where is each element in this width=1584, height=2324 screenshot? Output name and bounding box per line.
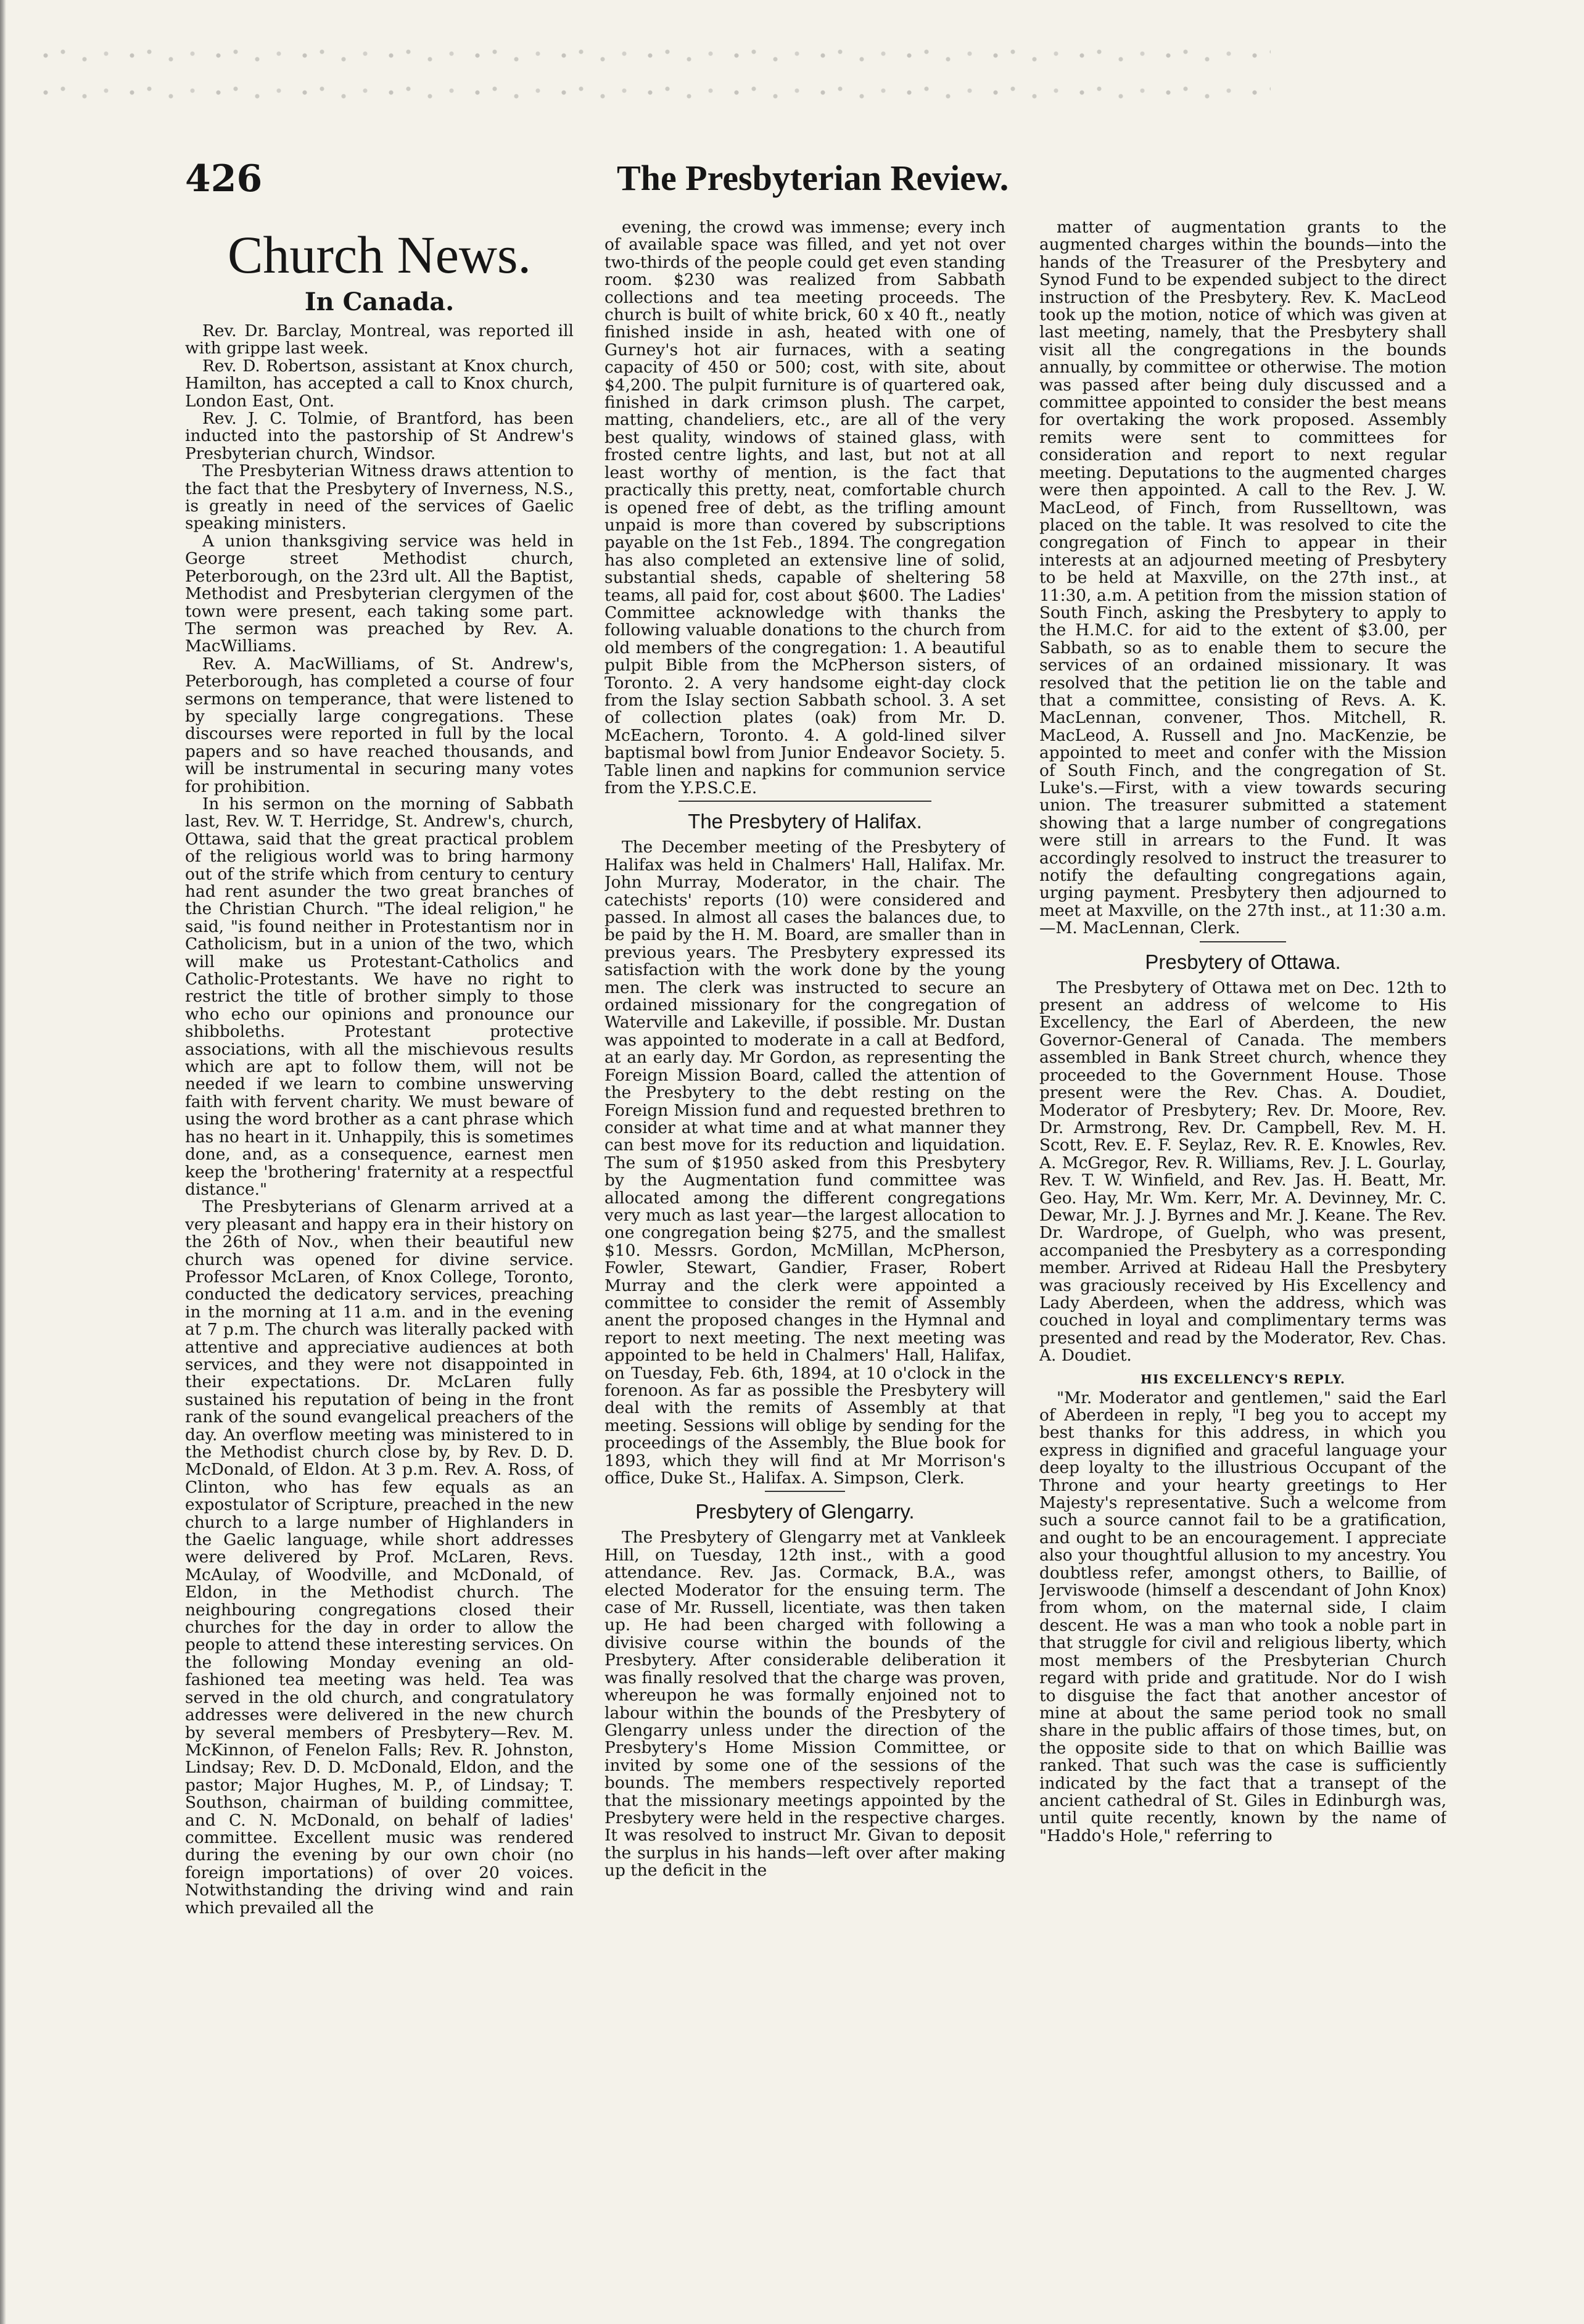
ottawa-paragraphs xyxy=(1039,979,1446,1365)
halifax-paragraphs xyxy=(604,839,1005,1487)
section-divider xyxy=(1200,941,1286,942)
article-paragraph: evening, the crowd was immense; every inch of available space was filled, and yet not over two-thirds of the people could get even standing room. $230 was realized from Sabbath collections and tea meeting proceeds. The church is built of white brick, 60 x 40 ft., neatly finished inside in ash, heated with one of Gurney's hot air furnaces, with a seating capacity of 450 or 500; cost, with site, about $4,200. The pulpit furniture is of quartered oak, finished in dark crimson plush. The carpet, matting, chandeliers, etc., are all of the very best quality, windows of stained glass, with frosted centre lights, and last, but not at all least worthy of mention, is the fact that practically this pretty, neat, comfortable church is opened free of debt, as the trifling amount unpaid is more than covered by subscriptions payable on the 1st Feb., 1894. The congregation has also completed an extensive line of solid, substantial sheds, capable of sheltering 58 teams, all paid for, cost about $600. The Ladies' Committee acknowledge with thanks the following valuable donations to the church from old members of the congregation: 1. A beautiful pulpit Bible from the McPherson sisters, of Toronto. 2. A very handsome eight-day clock from the Islay section Sabbath school. 3. A set of collection plates (oak) from Mr. D. McEachern, Toronto. 4. A gold-lined silver baptismal bowl from Junior Endeavor Society. 5. Table linen and napkins for communion service from the Y.P.S.C.E. xyxy=(604,219,1005,797)
section-subtitle: In Canada. xyxy=(304,287,455,316)
article-paragraph: The Presbytery of Glengarry met at Vankleek Hill, on Tuesday, 12th inst., with a good attendance. Rev. Jas. Cormack, B.A., was elected Moderator for the ensuing term. The case of Mr. Russell, licentiate, was then taken up. He had been charged with following a divisive course within the bounds of the Presbytery. After considerable deliberation it was finally resolved that the charge was proven, whereupon he was formally enjoined not to labour within the bounds of the Presbytery of Glengarry unless under the direction of the Presbytery's Home Mission Committee, or invited by some one of the sessions of the bounds. The members respectively reported that the missionary meetings appointed by the Presbytery were held in the respective charges. It was resolved to instruct Mr. Givan to deposit the surplus in his hands—left over after making up the deficit in the xyxy=(604,1528,1005,1881)
column-2 xyxy=(604,219,1005,2291)
column-1-paragraphs xyxy=(185,323,574,1917)
article-paragraph: The Presbyterians of Glenarm arrived at a very pleasant and happy era in their history on the 26th of Nov., when their beautiful new church was opened for divine service. Professor McLaren, of Knox College, Toronto, conducted the dedicatory services, preaching in the morning at 11 a.m. and in the evening at 7 p.m. The church was literally packed with attentive and appreciative audiences at both services, and they were not disappointed in their expectations. Dr. McLaren fully sustained his reputation of being in the front rank of the sound evangelical preachers of the day. An overflow meeting was ministered to in the Methodist church close by, by Rev. D. D. McDonald, of Eldon. At 3 p.m. Rev. A. Ross, of Clinton, who has few equals as an expostulator of Scripture, preached in the new church to a large number of Highlanders in the Gaelic language, while short addresses were delivered by Prof. McLaren, Revs. McAulay, of Woodville, and McDonald, of Eldon, in the Methodist church. The neighbouring congregations closed their churches for the day in order to allow the people to attend these interesting services. On the following Monday evening an old-fashioned tea meeting was held. Tea was served in the old church, and congratulatory addresses were delivered in the new church by several members of Presbytery—Rev. M. McKinnon, of Fenelon Falls; Rev. R. Johnston, Lindsay; Rev. D. D. McDonald, Eldon, and the pastor; Major Hughes, M. P., of Lindsay; T. Southson, chairman of building committee, and C. N. McDonald, on behalf of ladies' committee. Excellent music was rendered during the evening by our own choir (no foreign importations) of over 20 voices. Notwithstanding the driving wind and rain which prevailed all the xyxy=(185,1197,574,1918)
section-divider xyxy=(679,801,931,802)
page-header xyxy=(185,157,1450,213)
scan-noise-band xyxy=(37,37,1271,105)
column-2-continuation xyxy=(604,219,1005,797)
page-title: Church News. xyxy=(227,225,532,284)
glengarry-heading: Presbytery of Glengarry. xyxy=(695,1500,915,1523)
article-paragraph: Rev. J. C. Tolmie, of Brantford, has been inducted into the pastorship of St Andrew's Presbyterian church, Windsor. xyxy=(185,409,574,463)
journal-title: The Presbyterian Review. xyxy=(617,158,1009,198)
column-3 xyxy=(1039,219,1446,2291)
article-paragraph: The December meeting of the Presbytery of Halifax was held in Chalmers' Hall, Halifax. Mr. John Murray, Moderator, in the chair. The catechists' reports (10) were considered and passed. In almost all cases the balances due, to be paid by the H. M. Board, are smaller than in previous years. The Presbytery expressed its satisfaction with the work done by the young men. The clerk was instructed to secure an ordained missionary for the congregation of Waterville and Lakeville, if possible. Mr. Dustan was appointed to moderate in a call at Bedford, at an early day. Mr Gordon, as representing the Foreign Mission Board, called the attention of the Presbytery to the debt resting on the Foreign Mission fund and requested brethren to consider at what time and at what manner they can best move for its reduction and liquidation. The sum of $1950 asked from this Presbytery by the Augmentation fund committee was allocated among the different congregations very much as last year—the largest allocation to one congregation being $275, and the smallest $10. Messrs. Gordon, McMillan, McPherson, Fowler, Stewart, Gandier, Fraser, Robert Murray and the clerk were appointed a committee to consider the remit of Assembly anent the proposed changes in the Hymnal and report to next meeting. The next meeting was appointed to be held in Chalmers' Hall, Halifax, on Tuesday, Feb. 6th, 1894, at 10 o'clock in the forenoon. As far as possible the Presbytery will deal with the remits of Assembly at that meeting. Sessions will oblige by sending for the proceedings of the Assembly, the Blue book for 1893, which they will find at Mr Morrison's office, Duke St., Halifax. A. Simpson, Clerk. xyxy=(604,838,1005,1488)
article-paragraph: "Mr. Moderator and gentlemen," said the Earl of Aberdeen in reply, "I beg you to accept my best thanks for this address, in which you express in dignified and graceful language your deep loyalty to the illustrious Occupant of the Throne and your hearty greetings to Her Majesty's representative. Such a welcome from such a source cannot fail to be a gratification, and ought to be an encouragement. I appreciate also your thoughtful allusion to my ancestry. You doubtless refer, amongst others, to Baillie, of Jerviswoode (himself a descendant of John Knox) from whom, on the maternal side, I claim descent. He was a man who took a noble part in that struggle for civil and religious liberty, which most members of the Presbyterian Church regard with pride and gratitude. Nor do I wish to disguise the fact that another ancestor of mine at about the same period took no small share in the public affairs of those times, but, on the opposite side to that on which Baillie was ranked. That such was the case is sufficiently indicated by the fact that a transept of the ancient cathedral of St. Giles in Edinburgh was, until quite recently, known by the name of "Haddo's Hole," referring to xyxy=(1039,1388,1446,1845)
column-1 xyxy=(185,219,574,2291)
article-paragraph: Rev. A. MacWilliams, of St. Andrew's, Peterborough, has completed a course of four sermons on temperance, that were listened to by specially large congregations. These discourses were reported in full by the local papers and so have reached thousands, and will be instrumental in securing many votes for prohibition. xyxy=(185,654,574,796)
article-paragraph: The Presbyterian Witness draws attention to the fact that the Presbytery of Inverness, N.S., is greatly in need of the services of Gaelic speaking ministers. xyxy=(185,461,574,534)
article-paragraph: A union thanksgiving service was held in George street Methodist church, Peterborough, on the 23rd ult. All the Baptist, Methodist and Presbyterian clergymen of the town were present, each taking some part. The sermon was preached by Rev. A. MacWilliams. xyxy=(185,531,574,656)
article-paragraph: In his sermon on the morning of Sabbath last, Rev. W. T. Herridge, St. Andrew's, church, Ottawa, said that the great practical problem of the religious world was to bring harmony out of the strife which from century to century had rent asunder the two great branches of the Christian Church. "The ideal religion," he said, "is found neither in Protestantism nor in Catholicism, but in a union of the two, which will make us Protestant-Catholics and Catholic-Protestants. We have no right to restrict the title of brother simply to those who echo our opinions and pronounce our shibboleths. Protestant protective associations, with all the mischievous results which are apt to follow them, will not be needed if we learn to combine unswerving faith with fervent charity. We must beware of using the word brother as a cant phrase which has no heart in it. Unhappily, this is sometimes done, and, as a consequence, earnest men keep the 'brothering' fraternity at a respectful distance." xyxy=(185,794,574,1199)
article-paragraph: The Presbytery of Ottawa met on Dec. 12th to present an address of welcome to His Excellency, the Earl of Aberdeen, the new Governor-General of Canada. The members assembled in Bank Street church, whence they proceeded to the Government House. Those present were the Rev. Chas. A. Doudiet, Moderator of Presbytery; Rev. Dr. Moore, Rev. Dr. Armstrong, Rev. Dr. Campbell, Rev. M. H. Scott, Rev. E. F. Seylaz, Rev. R. E. Knowles, Rev. A. McGregor, Rev. R. Williams, Rev. J. L. Gourlay, Rev. T. W. Winfield, and Rev. Jas. H. Beatt, Mr. Geo. Hay, Mr. Wm. Kerr, Mr. A. Devinney, Mr. C. Dewar, Mr. J. J. Byrnes and Mr. J. Keane. The Rev. Dr. Wardrope, of Guelph, who was present, accompanied the Presbytery as a corresponding member. Arrived at Rideau Hall the Presbytery was graciously received by His Excellency and Lady Aberdeen, when the address, which was couched in loyal and complimentary terms was presented and read by the Moderator, Rev. Chas. A. Doudiet. xyxy=(1039,978,1446,1366)
article-paragraph: Rev. D. Robertson, assistant at Knox church, Hamilton, has accepted a call to Knox church, London East, Ont. xyxy=(185,356,574,411)
ottawa-heading: Presbytery of Ottawa. xyxy=(1145,950,1341,973)
article-paragraph: matter of augmentation grants to the augmented charges within the bounds—into the hands of the Treasurer of the Presbytery and Synod Fund to be expended subject to the direct instruction of the Presbytery. Rev. K. MacLeod took up the motion, notice of which was given at last meeting, namely, that the Presbytery shall visit all the congregations in the bounds annually, by committee or otherwise. The motion was passed after being duly discussed and a committee appointed to consider the best means for overtaking the work proposed. Assembly remits were sent to committees for consideration and report to next regular meeting. Deputations to the augmented charges were then appointed. A call to the Rev. J. W. MacLeod, of Finch, from Russelltown, was placed on the table. It was resolved to cite the congregation of Finch to appear in their interests at an adjourned meeting of Presbytery to be held at Maxville, on the 27th inst., at 11:30, a.m. A petition from the mission station of South Finch, asking the Presbytery to apply to the H.M.C. for aid to the extent of $3.00, per Sabbath, so as to enable them to secure the services of an ordained missionary. It was resolved that the petition lie on the table and that a committee, consisting of Revs. A. K. MacLennan, convener, Thos. Mitchell, R. MacLeod, A. Russell and Jno. MacKenzie, be appointed to meet and confer with the Mission of South Finch, and the congregation of St. Luke's.—First, with a view towards securing union. The treasurer submitted a statement showing that a large number of congregations were still in arrears to the Fund. It was accordingly resolved to instruct the treasurer to notify the defaulting congregations again, urging payment. Presbytery then adjourned to meet at Maxville, on the 27th inst., at 11:30 a.m.—M. MacLennan, Clerk. xyxy=(1039,219,1446,938)
glengarry-paragraphs xyxy=(604,1529,1005,1879)
section-divider xyxy=(765,1491,845,1492)
page-number: 426 xyxy=(185,157,263,200)
article-paragraph: Rev. Dr. Barclay, Montreal, was reported ill with grippe last week. xyxy=(185,321,574,358)
halifax-heading: The Presbytery of Halifax. xyxy=(688,810,922,833)
scan-edge-shadow xyxy=(0,0,6,2324)
reply-paragraphs xyxy=(1039,1390,1446,1845)
column-3-continuation xyxy=(1039,219,1446,937)
reply-heading: HIS EXCELLENCY'S REPLY. xyxy=(1141,1371,1345,1387)
